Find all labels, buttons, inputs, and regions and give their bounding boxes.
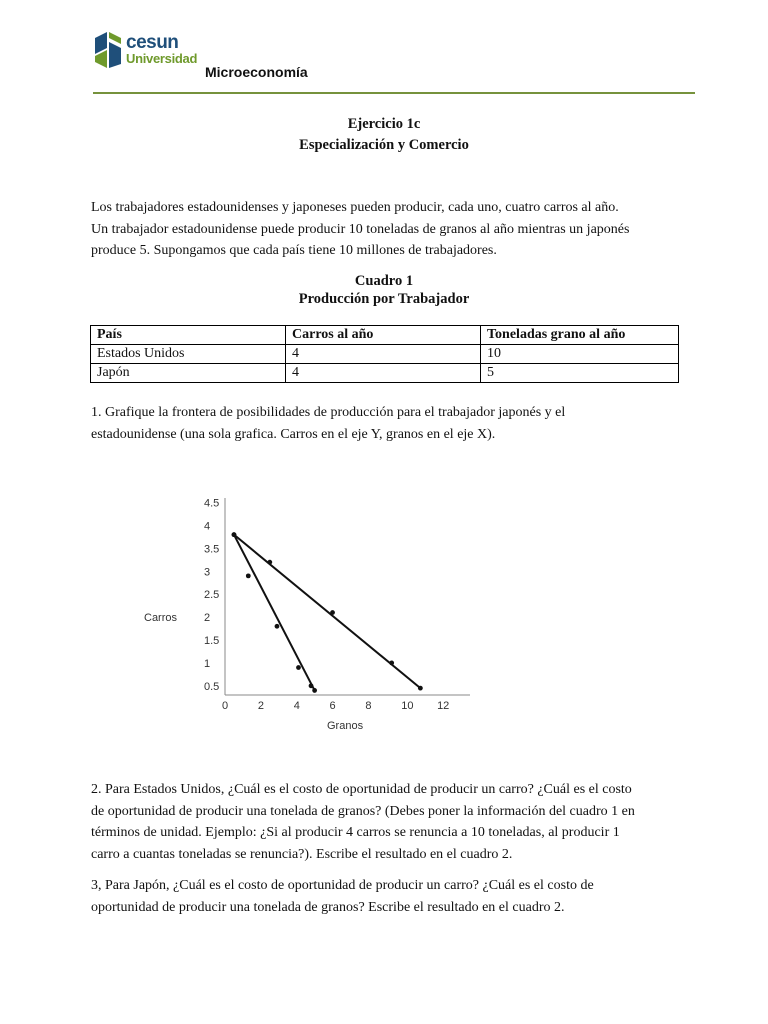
y-tick-label: 0.5 xyxy=(204,680,220,693)
question-2-line-2: de oportunidad de producir una tonelada de granos? (Debes poner la información del cuadro 1 en xyxy=(91,803,635,819)
course-title: Microeconomía xyxy=(205,64,308,80)
x-tick-label: 0 xyxy=(222,700,229,712)
y-tick-label: 1 xyxy=(204,657,211,670)
intro-line-3: produce 5. Supongamos que cada país tiene 10 millones de trabajadores. xyxy=(91,243,497,258)
question-3-line-2: oportunidad de producir una tonelada de granos? Escribe el resultado en el cuadro 2. xyxy=(91,899,565,915)
x-tick-label: 8 xyxy=(365,700,372,712)
y-tick-labels xyxy=(204,498,219,693)
series-lines xyxy=(234,535,420,691)
cesun-logo xyxy=(93,30,203,74)
ppf-chart xyxy=(140,490,480,740)
table-cell: 4 xyxy=(286,364,481,383)
question-1-line-1: 1. Grafique la frontera de posibilidades de producción para el trabajador japonés y el xyxy=(91,405,566,420)
question-1-line-2: estadounidense (una sola grafica. Carros en el eje Y, granos en el eje X). xyxy=(91,426,496,442)
question-1 xyxy=(91,402,681,445)
logo-word-universidad: Universidad xyxy=(126,51,198,66)
question-3-line-1: 3, Para Japón, ¿Cuál es el costo de oportunidad de producir un carro? ¿Cuál es el costo de xyxy=(91,878,594,893)
question-2-line-1: 2. Para Estados Unidos, ¿Cuál es el costo de oportunidad de producir un carro? ¿Cuál es el costo xyxy=(91,782,632,797)
intro-paragraph xyxy=(91,197,681,262)
data-point xyxy=(275,624,280,629)
table-subcaption: Producción por Trabajador xyxy=(298,291,470,307)
table-cell: 10 xyxy=(481,345,679,364)
x-tick-label: 10 xyxy=(401,700,414,712)
y-tick-label: 3 xyxy=(204,566,211,579)
y-tick-label: 4.5 xyxy=(204,497,220,510)
table-cell: Estados Unidos xyxy=(91,345,286,364)
table-cell: 4 xyxy=(286,345,481,364)
logo-word-cesun: cesun xyxy=(126,32,179,53)
x-tick-label: 12 xyxy=(437,700,450,712)
question-3 xyxy=(91,875,681,918)
table-row xyxy=(91,345,679,364)
x-tick-label: 2 xyxy=(257,700,264,712)
question-2 xyxy=(91,779,681,865)
y-tick-label: 1.5 xyxy=(204,635,220,648)
data-point xyxy=(296,665,301,670)
data-point xyxy=(309,683,314,688)
intro-line-1: Los trabajadores estadounidenses y japoneses pueden producir, cada uno, cuatro carros al año. xyxy=(91,200,619,215)
table-header-cell: Carros al año xyxy=(286,326,481,345)
intro-line-2: Un trabajador estadounidense puede producir 10 toneladas de granos al año mientras un japonés xyxy=(91,221,630,237)
y-tick-label: 3.5 xyxy=(204,543,220,556)
logo-emblem-icon xyxy=(93,30,123,70)
x-tick-labels xyxy=(222,700,449,712)
question-2-line-3: términos de unidad. Ejemplo: ¿Si al producir 4 carros se renuncia a 10 toneladas, al producir 1 xyxy=(91,825,620,840)
data-point xyxy=(312,688,317,693)
y-axis-label: Carros xyxy=(144,612,178,624)
y-tick-label: 4 xyxy=(204,520,211,533)
production-table xyxy=(90,325,679,383)
data-point xyxy=(330,610,335,615)
table-cell: Japón xyxy=(91,364,286,383)
y-tick-label: 2.5 xyxy=(204,589,220,602)
exercise-title: Ejercicio 1c xyxy=(347,116,421,132)
series-line-japon xyxy=(234,535,315,691)
data-point xyxy=(267,560,272,565)
y-tick-label: 2 xyxy=(204,612,211,625)
data-point xyxy=(246,573,251,578)
exercise-subtitle: Especialización y Comercio xyxy=(299,137,469,153)
x-axis-label: Granos xyxy=(327,720,364,732)
header-divider xyxy=(93,92,695,94)
question-2-line-4: carro a cuantas toneladas se renuncia?). Escribe el resultado en el cuadro 2. xyxy=(91,846,513,862)
table-header-cell: País xyxy=(91,326,286,345)
table-caption: Cuadro 1 xyxy=(354,273,414,289)
x-tick-label: 4 xyxy=(293,700,300,712)
data-point xyxy=(232,532,237,537)
table-header-row xyxy=(91,326,679,345)
table-header-cell: Toneladas grano al año xyxy=(481,326,679,345)
table-row xyxy=(91,364,679,383)
data-point xyxy=(389,661,394,666)
table-cell: 5 xyxy=(481,364,679,383)
x-tick-label: 6 xyxy=(329,700,336,712)
data-point xyxy=(418,686,423,691)
